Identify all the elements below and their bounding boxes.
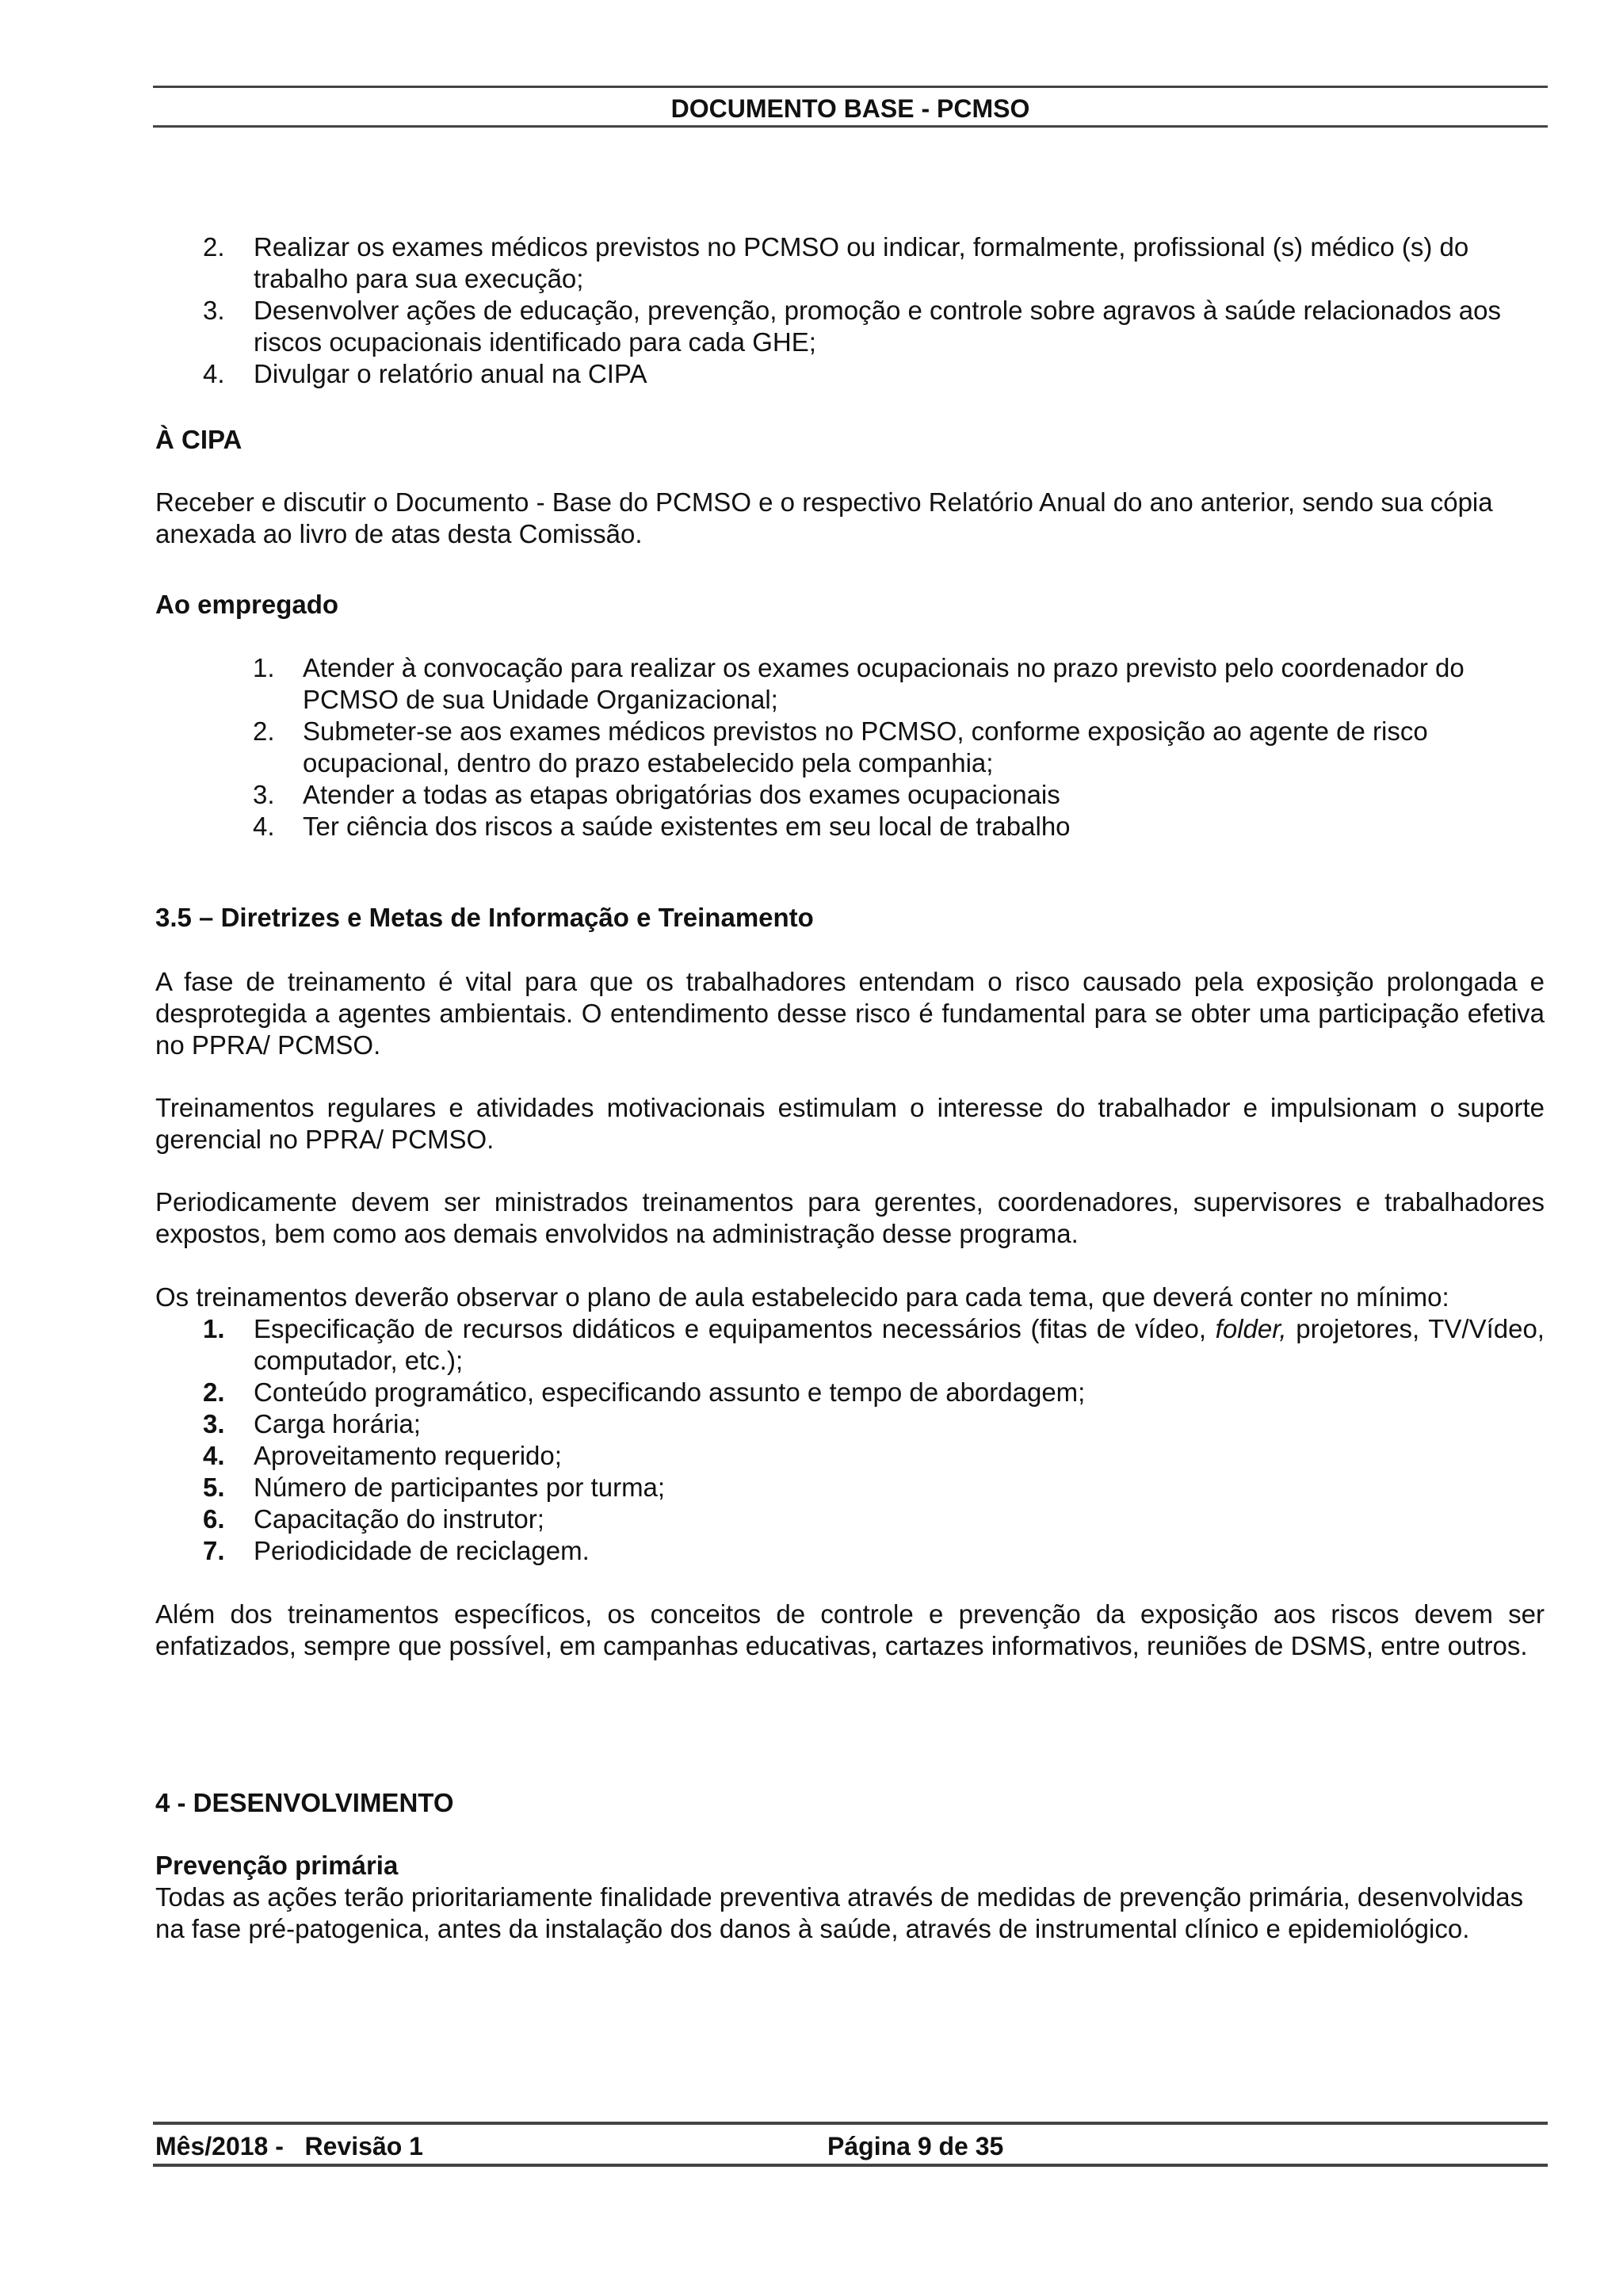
footer-revision: Mês/2018 - Revisão 1 (155, 2132, 423, 2160)
list-item: 3. Desenvolver ações de educação, prevenção, promoção e controle sobre agravos à saúde relacionados aos riscos ocupacionais identificado para cada GHE; (203, 296, 1501, 357)
cipa-heading: À CIPA (155, 425, 242, 454)
training-plan-list (155, 1313, 1545, 1567)
footer-top-rule (153, 2122, 1548, 2125)
list-item: 1. Especificação de recursos didáticos e equipamentos necessários (fitas de vídeo, folder, projetores, TV/Vídeo, computador, etc.); (203, 1314, 1545, 1375)
empregado-heading: Ao empregado (155, 590, 339, 619)
section-3-5-paragraph-5: Além dos treinamentos específicos, os conceitos de controle e prevenção da exposição aos riscos devem ser enfatizados, sempre que possível, em campanhas educativas, cartazes informativos, reuniões de DSMS, entre outros. (155, 1599, 1545, 1660)
responsibilities-list (155, 231, 1545, 390)
section-4-paragraph: Todas as ações terão prioritariamente finalidade preventiva através de medidas de prevenção primária, desenvolvidas na fase pré-patogenica, antes da instalação dos danos à saúde, através de instrumental clínico e epidemiológico. (155, 1882, 1524, 1943)
responsibilities-list-block (155, 231, 1545, 390)
header-title: DOCUMENTO BASE - PCMSO (670, 94, 1030, 123)
list-item: 4. Ter ciência dos riscos a saúde existentes em seu local de trabalho (253, 812, 1071, 841)
section-4-heading: 4 - DESENVOLVIMENTO (155, 1788, 454, 1817)
section-3-5-paragraph-1: A fase de treinamento é vital para que os trabalhadores entendam o risco causado pela exposição prolongada e desprotegida a agentes ambientais. O entendimento desse risco é fundamental para se obter uma participação efetiva no PPRA/ PCMSO. (155, 967, 1545, 1060)
section-3-5-paragraph-2: Treinamentos regulares e atividades motivacionais estimulam o interesse do trabalhador e impulsionam o suporte gerencial no PPRA/ PCMSO. (155, 1093, 1545, 1154)
empregado-list (155, 652, 1545, 842)
list-item: 7. Periodicidade de reciclagem. (203, 1536, 590, 1565)
cipa-paragraph: Receber e discutir o Documento - Base do PCMSO e o respectivo Relatório Anual do ano anterior, sendo sua cópia anexada ao livro de atas desta Comissão. (155, 487, 1493, 548)
list-item: 5. Número de participantes por turma; (203, 1473, 666, 1502)
header-top-rule (153, 86, 1548, 88)
list-item: 2. Realizar os exames médicos previstos no PCMSO ou indicar, formalmente, profissional (s) médico (s) do trabalho para sua execução; (203, 232, 1469, 293)
section-4-subheading: Prevenção primária (155, 1851, 399, 1880)
list-item: 3. Atender a todas as etapas obrigatórias dos exames ocupacionais (253, 780, 1060, 809)
list-item: 4. Aproveitamento requerido; (203, 1441, 562, 1470)
list-item: 2. Conteúdo programático, especificando assunto e tempo de abordagem; (203, 1377, 1086, 1407)
list-item: 2. Submeter-se aos exames médicos previstos no PCMSO, conforme exposição ao agente de risco ocupacional, dentro do prazo estabelecido pela companhia; (253, 716, 1428, 777)
section-3-5-paragraph-4: Os treinamentos deverão observar o plano de aula estabelecido para cada tema, que deverá conter no mínimo: (155, 1282, 1449, 1312)
header-bottom-rule (153, 125, 1548, 128)
list-item: 4. Divulgar o relatório anual na CIPA (203, 359, 647, 388)
list-item: 3. Carga horária; (203, 1409, 421, 1438)
list-item: 6. Capacitação do instrutor; (203, 1504, 544, 1534)
section-3-5-heading: 3.5 – Diretrizes e Metas de Informação e Treinamento (155, 903, 814, 932)
footer-bottom-rule (153, 2164, 1548, 2167)
empregado-list-block (155, 652, 1545, 842)
footer-page-number: Página 9 de 35 (827, 2132, 1004, 2160)
section-3-5-paragraph-3: Periodicamente devem ser ministrados treinamentos para gerentes, coordenadores, supervisores e trabalhadores expostos, bem como aos demais envolvidos na administração desse programa. (155, 1187, 1545, 1248)
list-item: 1. Atender à convocação para realizar os exames ocupacionais no prazo previsto pelo coordenador do PCMSO de sua Unidade Organizacional; (253, 653, 1465, 714)
